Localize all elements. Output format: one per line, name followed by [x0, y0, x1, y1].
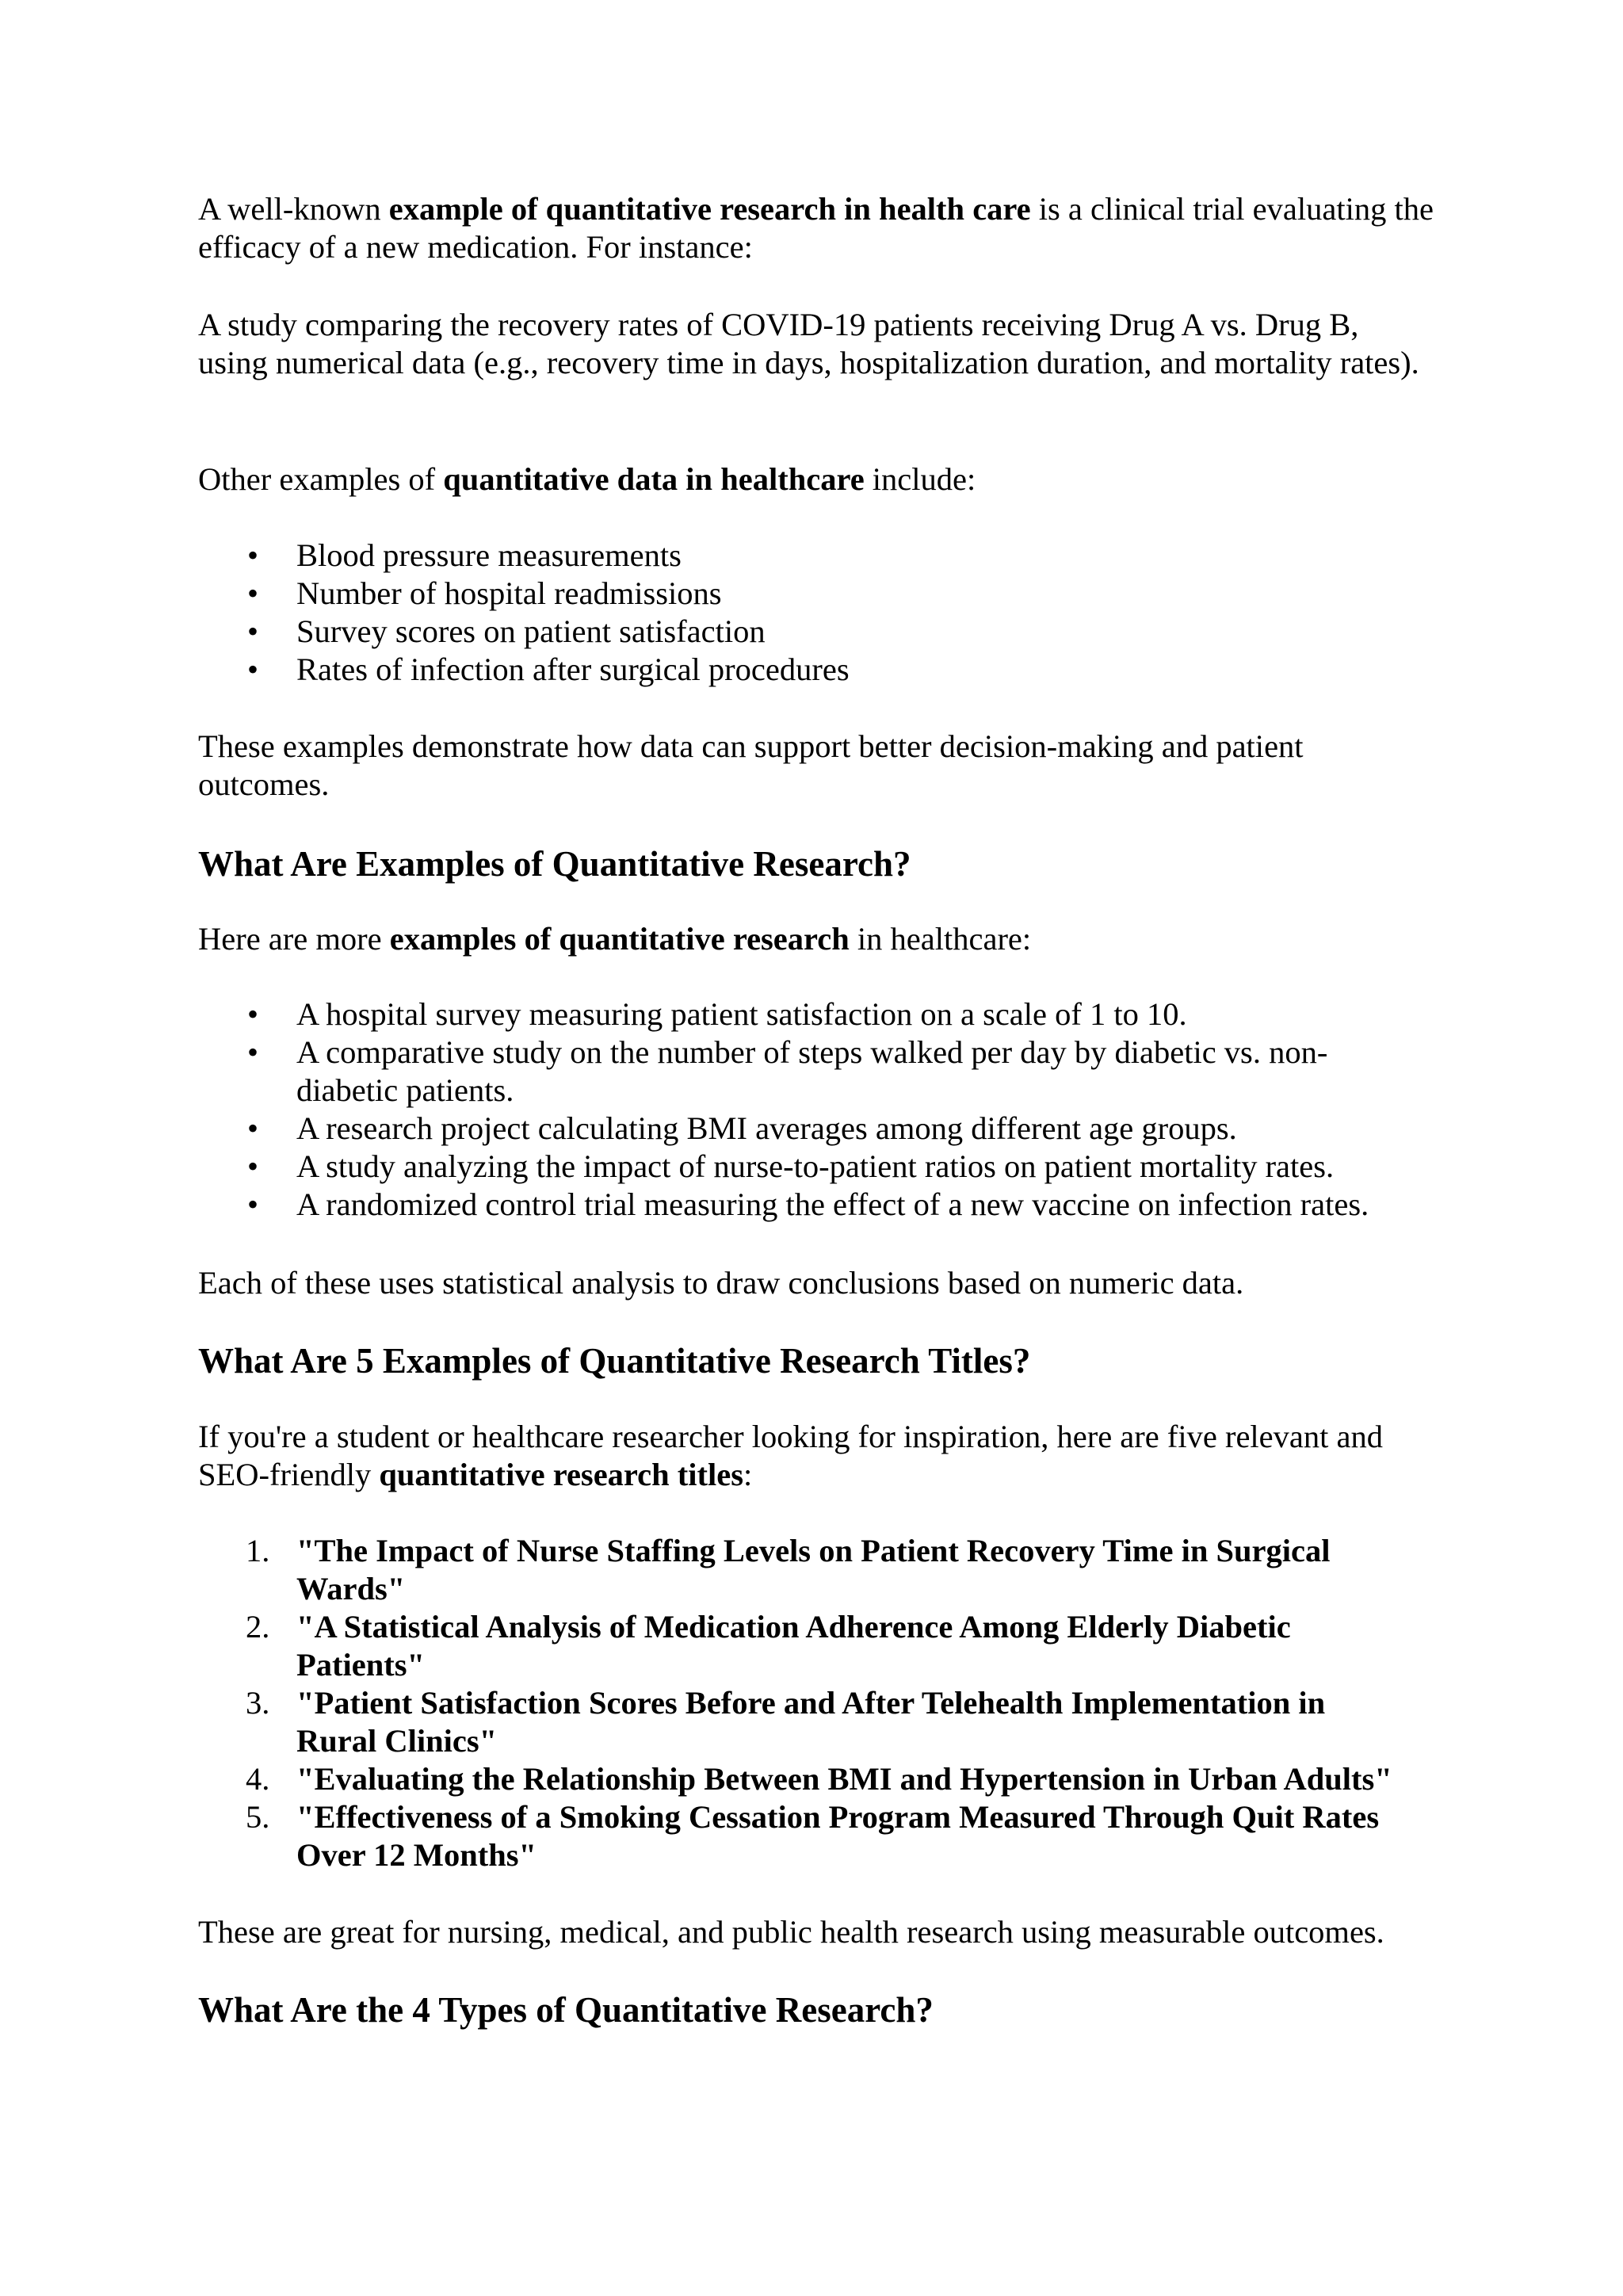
list-item: • Rates of infection after surgical procedures — [198, 651, 1434, 689]
bold-phrase: example of quantitative research in health care — [388, 191, 1031, 227]
list-number: 5. — [246, 1799, 270, 1835]
list-number: 1. — [246, 1533, 270, 1568]
more-examples-paragraph: Here are more examples of quantitative research in healthcare: — [198, 921, 1032, 957]
list-item: • A research project calculating BMI averages among different age groups. — [198, 1110, 1434, 1148]
research-titles-list — [198, 1532, 1434, 1874]
other-examples-paragraph: Other examples of quantitative data in healthcare include: — [198, 461, 976, 497]
list-item: • A hospital survey measuring patient satisfaction on a scale of 1 to 10. — [198, 995, 1434, 1033]
list-item: 3. "Patient Satisfaction Scores Before and After Telehealth Implementation in Rural Clinics" — [246, 1685, 1326, 1759]
intro-paragraph: A well-known example of quantitative research in health care is a clinical trial evaluating the efficacy of a new medication. For instance: — [198, 191, 1434, 265]
section-heading-examples: What Are Examples of Quantitative Research? — [198, 844, 911, 884]
section-heading-titles: What Are 5 Examples of Quantitative Research Titles? — [198, 1341, 1031, 1381]
demonstrate-paragraph: These examples demonstrate how data can support better decision-making and patient outcomes. — [198, 728, 1304, 802]
study-paragraph: A study comparing the recovery rates of COVID-19 patients receiving Drug A vs. Drug B, using numerical data (e.g., recovery time in days, hospitalization duration, and mortality rates). — [198, 307, 1419, 380]
list-item: 4. "Evaluating the Relationship Between BMI and Hypertension in Urban Adults" — [246, 1761, 1392, 1797]
list-item: • Number of hospital readmissions — [198, 575, 1434, 613]
bold-phrase: quantitative research titles — [379, 1457, 744, 1492]
list-number: 2. — [246, 1609, 270, 1645]
research-examples-list — [198, 995, 1434, 1224]
bold-phrase: quantitative data in healthcare — [443, 461, 865, 497]
list-item: 2. "A Statistical Analysis of Medication Adherence Among Elderly Diabetic Patients" — [246, 1609, 1291, 1683]
list-item: 5. "Effectiveness of a Smoking Cessation Program Measured Through Quit Rates Over 12 Months" — [246, 1799, 1380, 1873]
list-number: 3. — [246, 1685, 270, 1721]
list-item: • A study analyzing the impact of nurse-to-patient ratios on patient mortality rates. — [198, 1148, 1434, 1186]
great-for-paragraph: These are great for nursing, medical, and public health research using measurable outcomes. — [198, 1914, 1384, 1950]
list-number: 4. — [246, 1761, 270, 1797]
inspiration-paragraph: If you're a student or healthcare researcher looking for inspiration, here are five relevant and SEO-friendly quantitative research titles: — [198, 1419, 1383, 1492]
list-item: • Blood pressure measurements — [198, 537, 1434, 575]
statistical-analysis-paragraph: Each of these uses statistical analysis to draw conclusions based on numeric data. — [198, 1265, 1244, 1301]
bold-phrase: examples of quantitative research — [389, 921, 850, 957]
list-item: • A randomized control trial measuring the effect of a new vaccine on infection rates. — [198, 1186, 1434, 1224]
list-item: 1. "The Impact of Nurse Staffing Levels on Patient Recovery Time in Surgical Wards" — [246, 1533, 1331, 1606]
section-heading-types: What Are the 4 Types of Quantitative Research? — [198, 1990, 934, 2030]
list-item: • A comparative study on the number of steps walked per day by diabetic vs. non-diabetic patients. — [198, 1033, 1342, 1110]
list-item: • Survey scores on patient satisfaction — [198, 613, 1434, 651]
quantitative-data-list — [198, 537, 1434, 689]
